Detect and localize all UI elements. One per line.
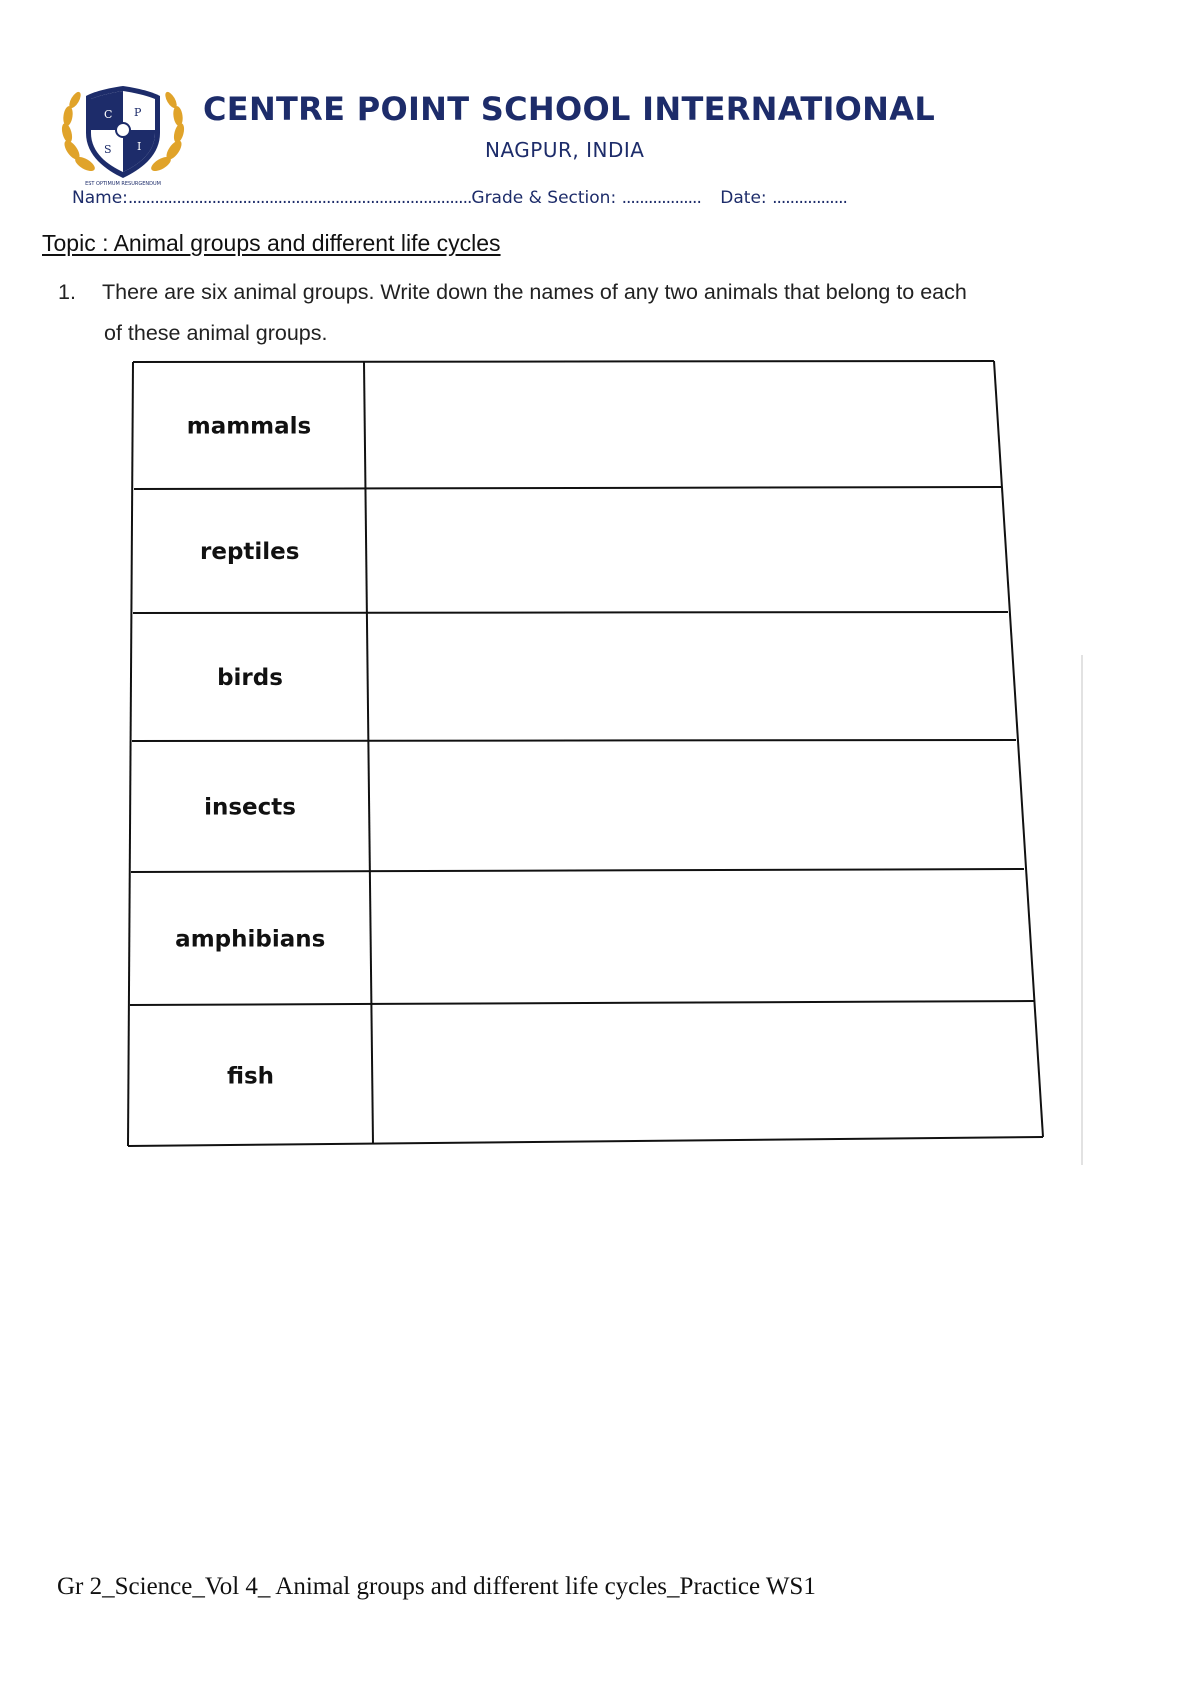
question-number: 1.	[58, 280, 76, 304]
answer-cell-fish[interactable]	[373, 1003, 1041, 1142]
answer-cell-reptiles[interactable]	[367, 489, 1006, 612]
answer-cell-insects[interactable]	[370, 742, 1022, 871]
question-text-line2: of these animal groups.	[104, 321, 328, 345]
name-field[interactable]: ..............................................................................	[127, 188, 472, 208]
topic-heading: Topic : Animal groups and different life cycles	[42, 230, 501, 256]
grade-section-label: Grade & Section:	[471, 188, 617, 208]
svg-text:C: C	[104, 108, 113, 121]
grade-section-field[interactable]: ..................	[621, 188, 701, 208]
table-row-line	[132, 740, 1016, 741]
question-text-line1: There are six animal groups. Write down the names of any two animals that belong to each	[102, 280, 967, 304]
table-row-line	[133, 361, 994, 362]
animal-group-label: birds	[217, 665, 283, 691]
school-name: CENTRE POINT SCHOOL INTERNATIONAL	[203, 90, 936, 128]
animal-group-label: insects	[204, 794, 296, 821]
svg-text:S: S	[104, 143, 112, 156]
logo-motto: EST OPTIMUM RESURGENDUM	[85, 181, 161, 187]
animal-group-label: fish	[226, 1063, 275, 1090]
answer-cell-mammals[interactable]	[366, 363, 999, 488]
page-footer: Gr 2_Science_Vol 4_ Animal groups and different life cycles_Practice WS1	[57, 1573, 816, 1600]
table-row-line	[133, 612, 1008, 613]
animal-group-label: reptiles	[200, 539, 300, 565]
table-row-line	[134, 487, 1001, 489]
animal-group-label: amphibians	[175, 926, 326, 953]
school-city: NAGPUR, INDIA	[485, 138, 645, 162]
date-label: Date:	[720, 188, 767, 208]
date-field[interactable]: .................	[772, 188, 847, 208]
answer-cell-amphibians[interactable]	[371, 871, 1032, 1004]
table-left-border	[128, 362, 133, 1146]
svg-text:I: I	[137, 140, 142, 153]
svg-text:P: P	[134, 106, 142, 119]
animal-group-label: mammals	[186, 413, 312, 440]
name-label: Name:	[72, 188, 128, 208]
answer-cell-birds[interactable]	[369, 614, 1014, 740]
